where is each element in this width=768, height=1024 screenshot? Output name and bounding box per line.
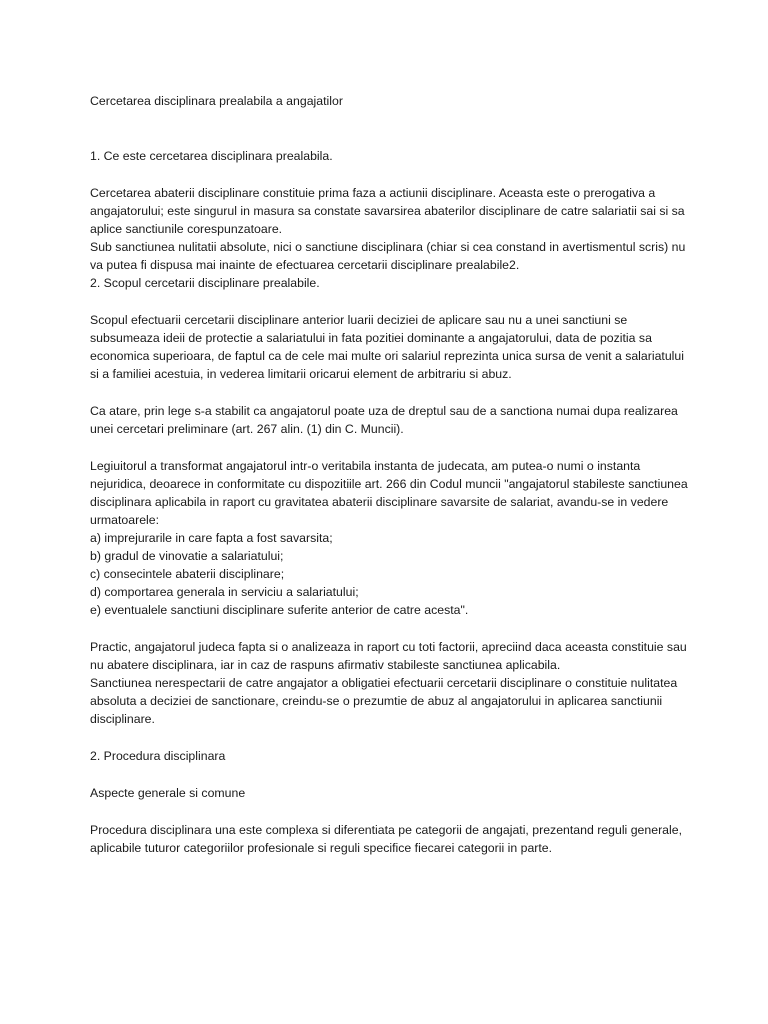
paragraph-8: Procedura disciplinara una este complexa si diferentiata pe categorii de angajati, prezentand reguli generale, aplicabile tuturor categoriilor profesionale si reguli specifice fiecarei categorii in parte. (90, 823, 682, 855)
paragraph-1: Cercetarea abaterii disciplinare constituie prima faza a actiunii disciplinare. Aceasta este o prerogativa a angajatorului; este singurul in masura sa constate savarsirea abaterilor disciplinare de catre salariatii sai si sa aplice sanctiunile corespunzatoare. (90, 186, 685, 236)
section-heading-2: 2. Scopul cercetarii disciplinare prealabile. (90, 276, 320, 290)
paragraph-2: Sub sanctiunea nulitatii absolute, nici o sanctiune disciplinara (chiar si cea constand in avertismentul scris) nu va putea fi dispusa mai inainte de efectuarea cercetarii disciplinare prealabile2. (90, 240, 686, 272)
list-item-e: e) eventualele sanctiuni disciplinare suferite anterior de catre acesta". (90, 603, 469, 617)
paragraph-5: Legiuitorul a transformat angajatorul intr-o veritabila instanta de judecata, am putea-o numi o instanta nejuridica, deoarece in conformitate cu dispozitiile art. 266 din Codul muncii "angajatorul stabileste sanctiunea disciplinara aplicabila in raport cu gravitatea abaterii disciplinare savarsite de salariat, avandu-se in vedere urmatoarele: (90, 459, 688, 527)
list-item-a: a) imprejurarile in care fapta a fost savarsita; (90, 531, 333, 545)
paragraph-6: Practic, angajatorul judeca fapta si o analizeaza in raport cu toti factorii, apreciind daca aceasta constituie sau nu abatere disciplinara, iar in caz de raspuns afirmativ stabileste sanctiunea aplicabila. (90, 640, 687, 672)
section-heading-3: 2. Procedura disciplinara (90, 749, 226, 763)
list-item-b: b) gradul de vinovatie a salariatului; (90, 549, 284, 563)
paragraph-3: Scopul efectuarii cercetarii disciplinare anterior luarii deciziei de aplicare sau nu a unei sanctiuni se subsumeaza ideii de protectie a salariatului in fata pozitiei dominante a angajatorului, data de pozitia sa economica superioara, de faptul ca de cele mai multe ori salariul reprezinta unica sursa de venit a salariatului si a familiei acestuia, in vederea limitarii oricarui element de arbitrariu si abuz. (90, 313, 684, 381)
section-heading-1: 1. Ce este cercetarea disciplinara prealabila. (90, 149, 333, 163)
document-body (90, 92, 690, 857)
document-title: Cercetarea disciplinara prealabila a angajatilor (90, 94, 343, 108)
paragraph-7: Sanctiunea nerespectarii de catre angajator a obligatiei efectuarii cercetarii disciplinare o constituie nulitatea absoluta a deciziei de sanctionare, creindu-se o prezumtie de abuz al angajatorului in aplicarea sanctiunii disciplinare. (90, 676, 678, 726)
list-item-c: c) consecintele abaterii disciplinare; (90, 567, 285, 581)
paragraph-4: Ca atare, prin lege s-a stabilit ca angajatorul poate uza de dreptul sau de a sanctiona numai dupa realizarea unei cercetari preliminare (art. 267 alin. (1) din C. Muncii). (90, 404, 678, 436)
list-item-d: d) comportarea generala in serviciu a salariatului; (90, 585, 359, 599)
subheading: Aspecte generale si comune (90, 786, 246, 800)
